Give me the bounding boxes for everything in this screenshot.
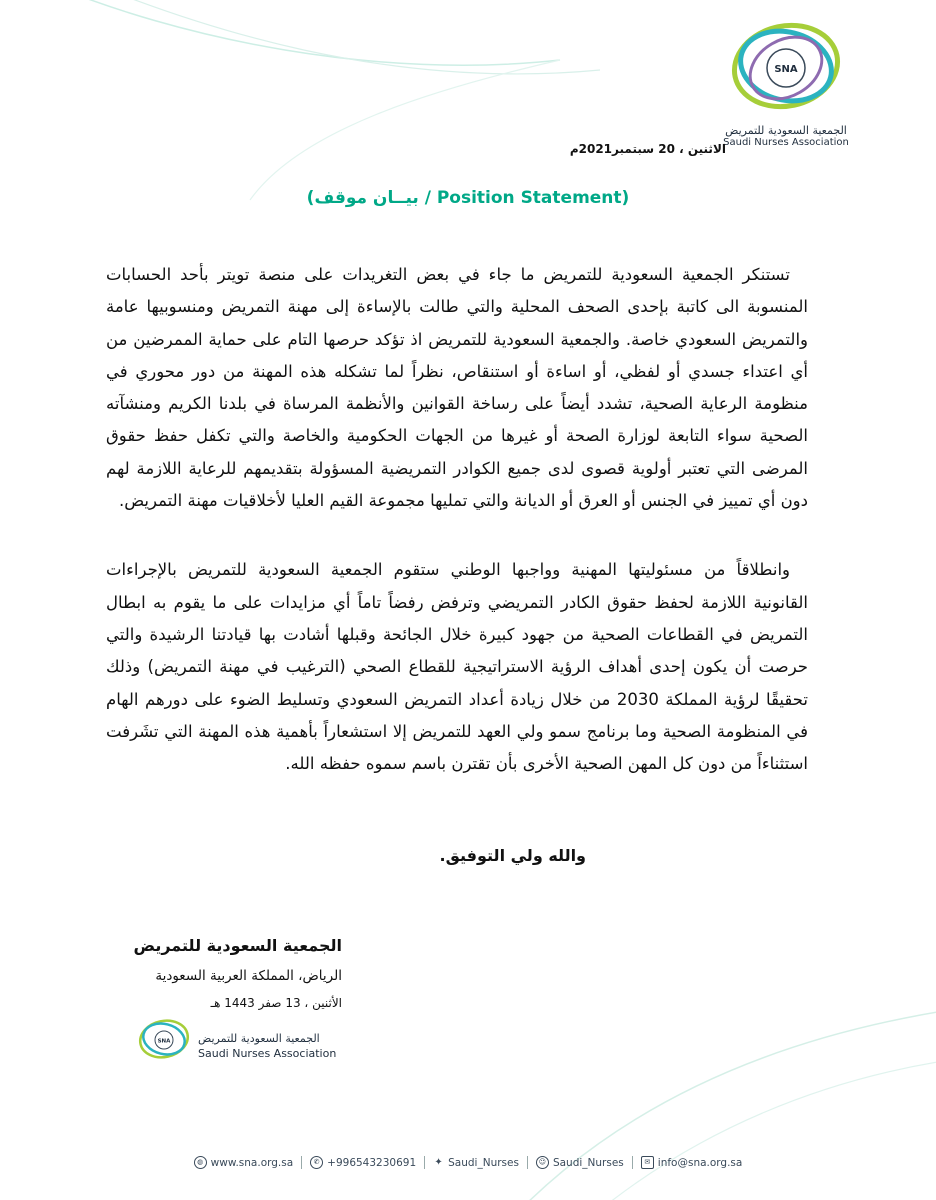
signature-logo-arabic: الجمعية السعودية للتمريض — [198, 1032, 320, 1045]
whatsapp-icon: ✆ — [310, 1156, 323, 1169]
paragraph-1: تستنكر الجمعية السعودية للتمريض ما جاء في بعض التغريدات على منصة تويتر بأحد الحسابات المنسوبة الى كاتبة بإحدى الصحف المحلية والتي طالت بالإساءة إلى مهنة التمريض ومنسوبيها عامة والتمريض السعودي خاصة. والجمعية السعودية للتمريض اذ تؤكد حرصها التام على حماية الممرضين من أي اعتداء جسدي أو لفظي، أو اساءة أو استنقاص، نظراً لما تشكله هذه المهنة من دور محوري في منظومة الرعاية الصحية، تشدد أيضاً على رساخة القوانين والأنظمة المرساة في بلدنا الكريم ومنشآته الصحية سواء التابعة لوزارة الصحة أو غيرها من الجهات الحكومية والخاصة والتي تكفل حفظ حقوق المرضى التي تعتبر أولوية قصوى لدى جميع الكوادر التمريضية المسؤولة بتقديمهم للرعاية اللازمة لهم دون أي تمييز في الجنس أو العرق أو الديانة والتي تمليها مجموعة القيم العليا لأخلاقيات مهنة التمريض. — [106, 265, 808, 511]
signature-logo-english: Saudi Nurses Association — [198, 1047, 337, 1060]
paragraph-2: وانطلاقاً من مسئوليتها المهنية وواجبها الوطني ستقوم الجمعية السعودية للتمريض بالإجراءات القانونية اللازمة لحفظ حقوق الكادر التمريضي وترفض رفضاً تاماً أي مزايدات على ما يقوم به ابطال التمريض في القطاعات الصحية من جهود كبيرة خلال الجائحة وقبلها أشادت بها قيادتنا الرشيدة والتي حرصت أن يكون إحدى أهداف الرؤية الاستراتيجية للقطاع الصحي (الترغيب في مهنة التمريض) وذلك تحقيقًا لرؤية المملكة 2030 من خلال زيادة أعداد التمريض السعودي وتسليط الضوء على دورهم الهام في المنظومة الصحية وما برنامج سمو ولي العهد للتمريض إلا استشعاراً بأهمية هذه المهنة التي تشَرفت استثناءاً من دون كل المهن الصحية الأخرى بأن تقترن باسم سموه حفظه الله. — [106, 560, 809, 774]
snapchat-icon: ☺ — [536, 1156, 549, 1169]
signature-logo — [136, 1014, 356, 1064]
document-title: (بيــان موقف / Position Statement) — [306, 188, 630, 208]
logo-arabic-name: الجمعية السعودية للتمريض — [725, 124, 847, 137]
svg-text:SNA: SNA — [157, 1038, 171, 1045]
signature-name: الجمعية السعودية للتمريض — [133, 936, 342, 955]
header-logo — [706, 14, 866, 148]
letter-date: الاثنين ، 20 سبتمبر2021م — [569, 142, 726, 156]
sna-logo-icon — [726, 14, 846, 122]
footer-twitter[interactable]: ✦ Saudi_Nurses — [434, 1156, 519, 1169]
signature-city: الرياض، المملكة العربية السعودية — [155, 968, 342, 984]
footer-whatsapp[interactable]: ✆ +996543230691 — [302, 1156, 424, 1169]
globe-icon: ◍ — [194, 1156, 207, 1169]
signature-hijri-date: الأثنين ، 13 صفر 1443 هـ — [210, 996, 342, 1010]
email-icon: ✉ — [641, 1156, 654, 1169]
twitter-icon: ✦ — [434, 1157, 443, 1168]
letter-body — [106, 259, 808, 780]
sna-small-logo-icon — [136, 1014, 192, 1064]
footer-snapchat[interactable]: ☺ Saudi_Nurses — [528, 1156, 632, 1169]
logo-english-name: Saudi Nurses Association — [723, 137, 849, 148]
footer-website[interactable]: ◍ www.sna.org.sa — [186, 1156, 302, 1169]
footer-email[interactable]: ✉ info@sna.org.sa — [633, 1156, 751, 1169]
footer-contacts — [0, 1156, 936, 1169]
svg-text:SNA: SNA — [774, 64, 798, 75]
closing-line: والله ولي التوفيق. — [439, 846, 586, 865]
